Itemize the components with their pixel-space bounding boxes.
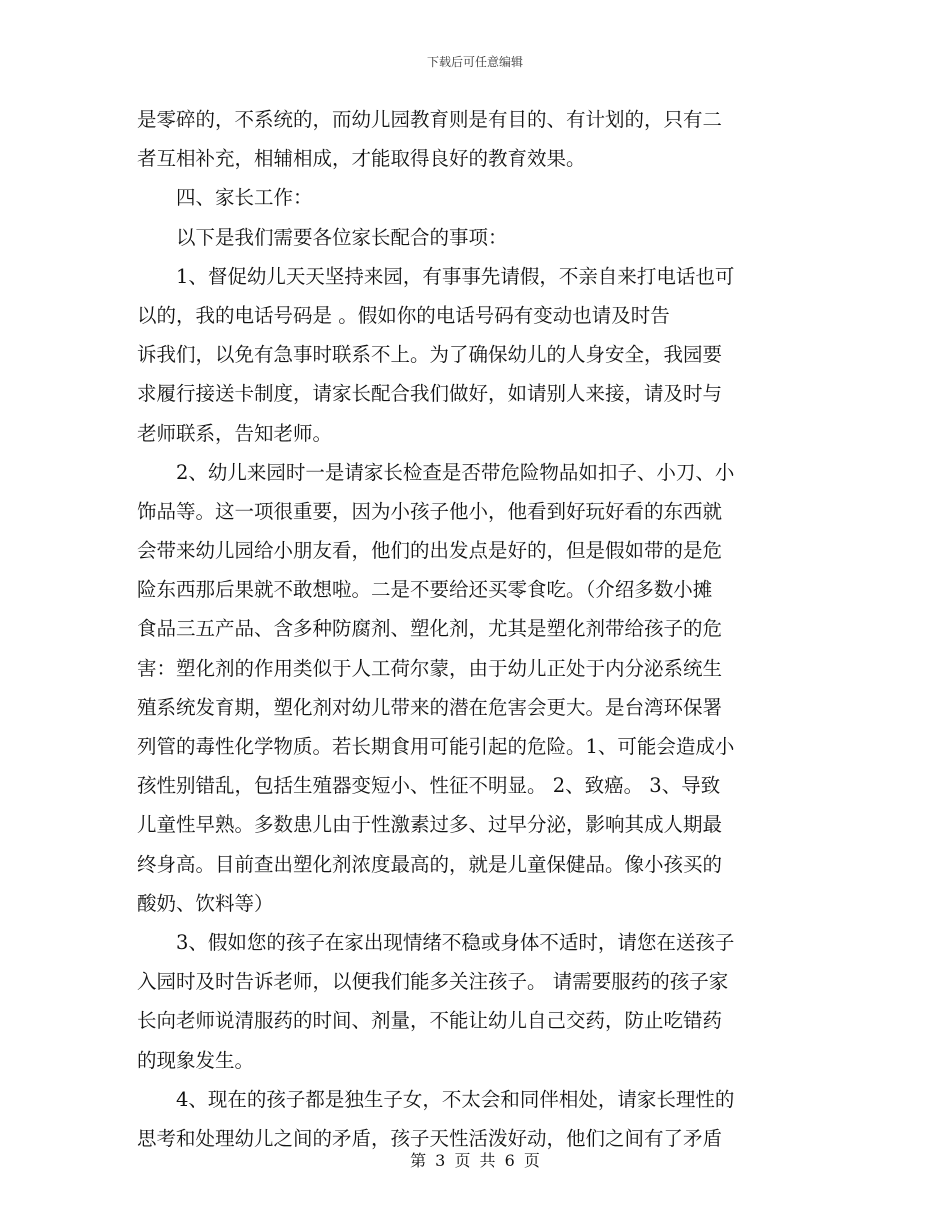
text-line: 老师联系，告知老师。 [137, 421, 333, 445]
text-line: 诉我们，以免有急事时联系不上。为了确保幼儿的人身安全，我园要 [137, 343, 723, 367]
text-line: 终身高。目前查出塑化剂浓度最高的，就是儿童保健品。像小孩买的 [137, 852, 723, 876]
text-line: 的现象发生。 [137, 1048, 255, 1072]
page-footer: 第 3 页 共 6 页 [410, 1151, 540, 1170]
text-line: 孩性别错乱，包括生殖器变短小、性征不明显。 2、致癌。 3、导致 [137, 774, 721, 798]
text-line: 者互相补充，相辅相成，才能取得良好的教育效果。 [137, 147, 586, 171]
text-line: 是零碎的，不系统的，而幼儿园教育则是有目的、有计划的，只有二 [137, 108, 723, 131]
text-line: 入园时及时告诉老师，以便我们能多关注孩子。 请需要服药的孩子家 [137, 970, 729, 994]
text-line: 会带来幼儿园给小朋友看，他们的出发点是好的，但是假如带的是危 [137, 539, 723, 563]
text-line: 1、督促幼儿天天坚持来园，有事事先请假，不亲自来打电话也可 [176, 264, 735, 288]
text-line: 儿童性早熟。多数患儿由于性激素过多、过早分泌，影响其成人期最 [137, 813, 723, 837]
text-line: 以的，我的电话号码是 。假如你的电话号码有变动也请及时告 [137, 303, 670, 327]
text-line: 思考和处理幼儿之间的矛盾，孩子天性活泼好动，他们之间有了矛盾 [137, 1126, 723, 1150]
text-line: 饰品等。这一项很重要，因为小孩子他小，他看到好玩好看的东西就 [137, 499, 723, 523]
text-line: 四、家长工作： [176, 186, 313, 210]
text-line: 酸奶、饮料等） [137, 891, 274, 915]
page-header-note: 下载后可任意编辑 [426, 55, 523, 69]
text-line: 求履行接送卡制度，请家长配合我们做好，如请别人来接，请及时与 [137, 382, 723, 406]
text-line: 列管的毒性化学物质。若长期食用可能引起的危险。1、可能会造成小 [137, 735, 735, 758]
text-line: 险东西那后果就不敢想啦。二是不要给还买零食吃。（介绍多数小摊 [137, 578, 713, 602]
text-line: 4、现在的孩子都是独生子女，不太会和同伴相处，请家长理性的 [176, 1087, 735, 1111]
document-body [137, 100, 817, 1158]
text-line: 食品三五产品、含多种防腐剂、塑化剂，尤其是塑化剂带给孩子的危 [137, 617, 723, 641]
text-line: 2、幼儿来园时一是请家长检查是否带危险物品如扣子、小刀、小 [176, 460, 735, 484]
text-line: 害：塑化剂的作用类似于人工荷尔蒙，由于幼儿正处于内分泌系统生 [137, 656, 723, 680]
text-line: 长向老师说清服药的时间、剂量，不能让幼儿自己交药，防止吃错药 [137, 1009, 723, 1033]
text-line: 3、假如您的孩子在家出现情绪不稳或身体不适时，请您在送孩子 [176, 930, 735, 954]
text-line: 殖系统发育期，塑化剂对幼儿带来的潜在危害会更大。是台湾环保署 [137, 695, 723, 719]
text-line: 以下是我们需要各位家长配合的事项： [176, 225, 508, 249]
